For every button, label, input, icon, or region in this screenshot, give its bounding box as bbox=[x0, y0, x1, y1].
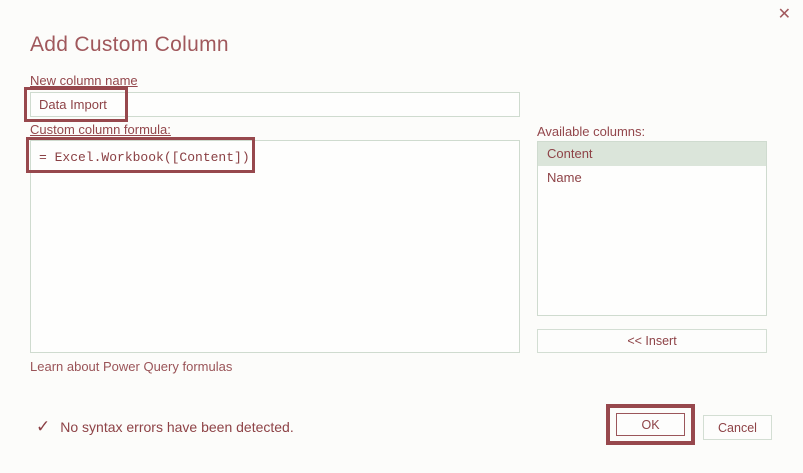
cancel-button[interactable]: Cancel bbox=[703, 415, 772, 440]
checkmark-icon: ✓ bbox=[36, 417, 51, 436]
syntax-status-text: No syntax errors have been detected. bbox=[60, 419, 294, 435]
new-column-name-input[interactable] bbox=[30, 92, 520, 117]
dialog-title: Add Custom Column bbox=[30, 33, 229, 56]
learn-formulas-link[interactable]: Learn about Power Query formulas bbox=[30, 359, 233, 374]
insert-button[interactable]: << Insert bbox=[537, 329, 767, 353]
syntax-status bbox=[36, 417, 294, 437]
ok-button[interactable]: OK bbox=[616, 413, 685, 436]
custom-formula-label: Custom column formula: bbox=[30, 122, 171, 137]
available-columns-label: Available columns: bbox=[537, 124, 646, 139]
list-item-content[interactable]: Content bbox=[538, 142, 766, 166]
available-columns-list bbox=[537, 141, 767, 316]
formula-editor[interactable] bbox=[30, 140, 520, 353]
new-column-name-label: New column name bbox=[30, 73, 138, 88]
list-item-name[interactable]: Name bbox=[547, 170, 582, 185]
formula-text: = Excel.Workbook([Content]) bbox=[39, 150, 250, 165]
close-icon[interactable]: ✕ bbox=[777, 6, 791, 23]
